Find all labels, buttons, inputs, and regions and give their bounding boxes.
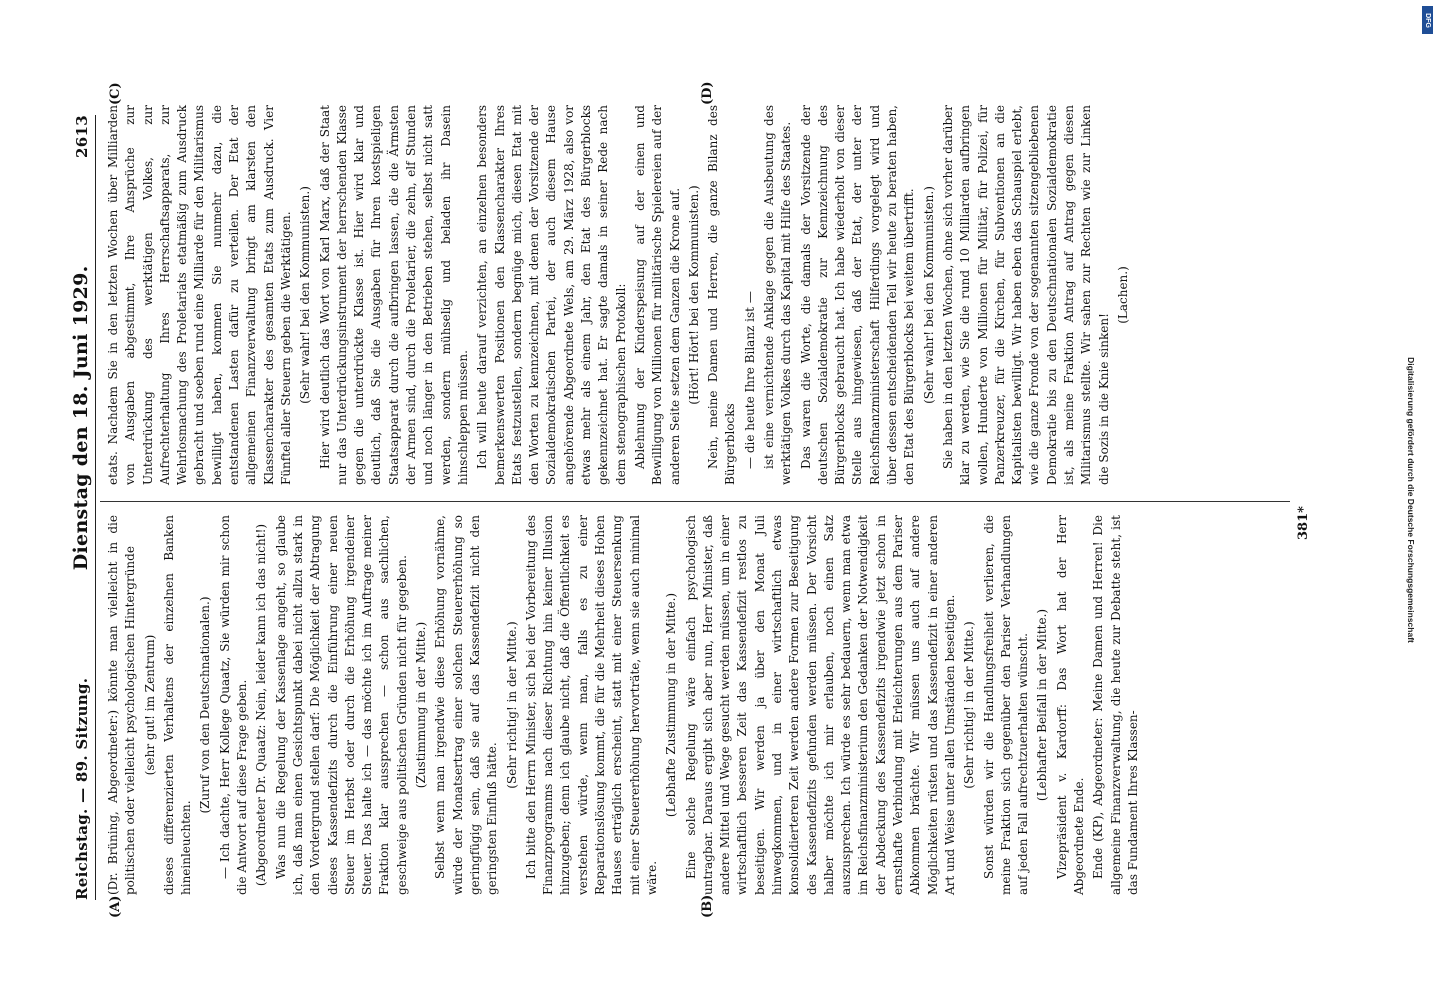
right-column bbox=[105, 105, 1134, 485]
left-column bbox=[105, 515, 1144, 895]
interjection: (Abgeordneter Dr. Quaatz: Nein, leider kann ich das nicht!) bbox=[254, 523, 269, 887]
dfg-logo: DFG bbox=[1422, 6, 1433, 34]
margin-marker-a: (A) bbox=[108, 895, 123, 918]
margin-marker-c: (C) bbox=[108, 82, 123, 105]
page-number: 2613 bbox=[73, 115, 91, 158]
interjection: (Zustimmung in der Mitte.) bbox=[414, 621, 429, 789]
page-header bbox=[70, 115, 92, 900]
paragraph: Ende (KP), Abgeordneter: Meine Damen und Herren! Die allgemeine Finanzverwaltung, die heute zur Debatte steht, ist das Fundament Ihres Klassen- bbox=[1091, 515, 1140, 895]
paragraph: Nein, meine Damen und Herren, die ganze Bilanz des Bürgerblocks bbox=[706, 105, 738, 485]
paragraph: etats. Nachdem Sie in den letzten Wochen über Milliarden von Ausgaben abgestimmt, Ihre Ansprüche zur Unterdrückung des werktätigen Volkes, zur Aufrechterhaltung Ihres Herrschaftsapparats, zur Wehrlosmachung des Proletariats etatmäßig zum Ausdruck gebracht und soeben rund eine Milliarde für den Militarismus bewilligt haben, kommen Sie nunmehr dazu, die entstandenen Lasten dafür zu verteilen. Der Etat der allgemeinen Finanzverwaltung bringt am klarsten den Klassencharakter des gesamten Etats zum Ausdruck. Vier Fünftel aller Steuern geben die Werktätigen. bbox=[106, 105, 293, 485]
sheet-number: 381* bbox=[1296, 506, 1311, 540]
header-rule bbox=[95, 115, 96, 900]
paragraph: (Dr. Brüning, Abgeordneter:) könnte man vielleicht in die politischen oder vielleicht psychologischen Hintergründe bbox=[106, 515, 138, 895]
paragraph: Hier wird deutlich das Wort von Karl Marx, daß der Staat nur das Unterdrückungsinstrument der herrschenden Klasse gegen die unterdrückte Klasse ist. Hier wird klar und deutlich, daß Sie die Ausgaben für Ihren kostspieligen Staatsapparat durch die aufbringen lassen, die die Ärmsten der Armen sind, durch die Proletarier, die zehn, elf Stunden und noch länger in den Betrieben stehen, selbst nicht satt werden, sondern mühselig und beladen ihr Dasein hinschleppen müssen. bbox=[317, 105, 470, 485]
paragraph: — die heute Ihre Bilanz ist — bbox=[742, 291, 757, 469]
paragraph: Sie haben in den letzten Wochen, ohne sich vorher darüber klar zu werden, wie Sie die rund 10 Milliarden aufbringen wollen, Hunderte von Millionen für Militär, für Polizei, für Panzerkreuzer, für die Kirchen, für Subventionen an die Kapitalisten bewilligt. Wir haben eben das Schauspiel erlebt, wie die ganze Fronde von der sogenannten sitzengebliebenen Demokratie bis zu den Deutschnationalen Sozialdemokratie ist, als meine Fraktion Antrag auf Antrag gegen diesen Militarismus stellte. Wir sahen zur Rechten wie zur Linken die Sozis in die Knie sinken! bbox=[940, 105, 1111, 485]
paragraph: — Ich dachte, Herr Kollege Quaatz, Sie würden mir schon die Antwort auf diese Frage geben. bbox=[217, 515, 250, 895]
digitization-credit: Digitalisierung gefördert durch die Deutsche Forschungsgemeinschaft bbox=[1406, 357, 1417, 643]
interjection: (Lebhafte Zustimmung in der Mitte.) bbox=[664, 592, 679, 818]
paragraph: Ich bitte den Herrn Minister, sich bei der Vorbereitung des Finanzprogramms nach dieser Richtung hin keiner Illusion hinzugeben; denn ich glaube nicht, daß die Öffentlichkeit es verstehen würde, wenn man, falls es zu einer Reparationslösung kommt, die für die Mehrheit dieses Hohen Hauses erträglich erscheint, statt mit einer Steuersenkung mit einer Steuererhöhung hervorträte, wenn sie auch minimal wäre. bbox=[523, 515, 659, 895]
paragraph: Selbst wenn man irgendwie diese Erhöhung vornähme, würde der Monatsertrag einer solchen Steuererhöhung so geringfügig sein, daß sie auf das Kassendefizit nicht den geringsten Einfluß hätte. bbox=[433, 515, 500, 895]
interjection: (Sehr wahr! bei den Kommunisten.) bbox=[921, 186, 936, 404]
interjection: (Lachen.) bbox=[1115, 266, 1130, 324]
header-left: Reichstag. — 89. Sitzung. bbox=[73, 677, 91, 900]
paragraph: Sonst würden wir die Handlungsfreiheit verlieren, die meine Fraktion sich gegenüber den Pariser Verhandlungen auf jeden Fall aufrechtzuerhalten wünscht. bbox=[981, 515, 1031, 895]
margin-marker-b: (B) bbox=[700, 894, 715, 918]
interjection: (Hört! Hört! bei den Kommunisten.) bbox=[686, 185, 701, 405]
interjection: (Lebhafter Beifall in der Mitte.) bbox=[1035, 608, 1050, 802]
paragraph: ist eine vernichtende Anklage gegen die Ausbeutung des werktätigen Volkes durch das Kapital mit Hilfe des Staates. bbox=[761, 105, 794, 485]
paragraph: dieses differenzierten Verhaltens der einzelnen Banken hineinleuchten. bbox=[161, 515, 194, 895]
interjection: (sehr gut! im Zentrum) bbox=[142, 634, 157, 776]
paragraph: Ablehnung der Kinderspeisung auf der einen und Bewilligung von Millionen für militärische Spielereien auf der anderen Seite setzen dem Ganzen die Krone auf. bbox=[632, 105, 682, 485]
interjection: (Sehr richtig! in der Mitte.) bbox=[962, 621, 977, 789]
column-divider bbox=[100, 501, 1290, 502]
interjection: (Zuruf von den Deutschnationalen.) bbox=[198, 596, 213, 814]
interjection: (Sehr wahr! bei den Kommunisten.) bbox=[298, 186, 313, 404]
paragraph: Was nun die Regelung der Kassenlage angeht, so glaube ich, daß man einen Gesichtspunkt dabei nicht allzu stark in den Vordergrund stellen darf: Die Möglichkeit der Abtragung dieses Kassendefizits durch die Einführung einer neuen Steuer im Herbst oder durch die Erhöhung irgendeiner Steuer. Das halte ich — das möchte ich im Auftrage meiner Fraktion klar aussprechen — schon aus sachlichen, geschweige aus politischen Gründen nicht für gegeben. bbox=[273, 515, 409, 895]
header-date: Dienstag den 18. Juni 1929. bbox=[70, 265, 92, 571]
paragraph: Das waren die Worte, die damals der Vorsitzende der deutschen Sozialdemokratie zur Kennzeichnung des Bürgerblocks gebraucht hat. Ich habe wiederholt von dieser Stelle aus hingewiesen, daß der Etat, der unter der Reichsfinanzministerschaft Hilferdings vorgelegt wird und über dessen entscheidenden Teil wir heute zu beraten haben, den Etat des Bürgerblocks bei weitem übertrifft. bbox=[798, 105, 917, 485]
paragraph: Ich will heute darauf verzichten, an einzelnen besonders bemerkenswerten Positionen den Klassencharakter Ihres Etats festzustellen, sondern begnüge mich, diesen Etat mit den Worten zu kennzeichnen, mit denen der Vorsitzende der Sozialdemokratischen Partei, der auch diesem Hause angehörende Abgeordnete Wels, am 29. März 1928, also vor etwas mehr als einem Jahr, den Etat des Bürgerblocks gekennzeichnet hat. Er sagte damals in seiner Rede nach dem stenographischen Protokoll: bbox=[475, 105, 628, 485]
margin-marker-d: (D) bbox=[700, 81, 715, 105]
interjection: (Sehr richtig! in der Mitte.) bbox=[504, 621, 519, 789]
paragraph: Vizepräsident v. Kardorff: Das Wort hat der Herr Abgeordnete Ende. bbox=[1054, 515, 1087, 895]
paragraph: Eine solche Regelung wäre einfach psychologisch untragbar. Daraus ergibt sich aber nun, Herr Minister, daß andere Mittel und Wege gesucht werden müssen, um in einer wirtschaftlich besseren Zeit das Kassendefizit restlos zu beseitigen. Wir werden ja über den Monat Juli hinwegkommen, und in einer wirtschaftlich etwas konsolidierteren Zeit werden andere Formen zur Beseitigung des Kassendefizits gefunden werden müssen. Der Vorsicht halber möchte ich mir erlauben, noch einen Satz auszusprechen. Ich würde es sehr bedauern, wenn man etwa im Reichsfinanzministerium den Gedanken der Notwendigkeit der Abdeckung des Kassendefizits irgendwie jetzt schon in ernsthafte Verbindung mit Erleichterungen aus dem Pariser Abkommen brächte. Wir müssen uns auch auf andere Möglichkeiten rüsten und das Kassendefizit in einer anderen Art und Weise unter allen Umständen beseitigen. bbox=[683, 515, 957, 895]
